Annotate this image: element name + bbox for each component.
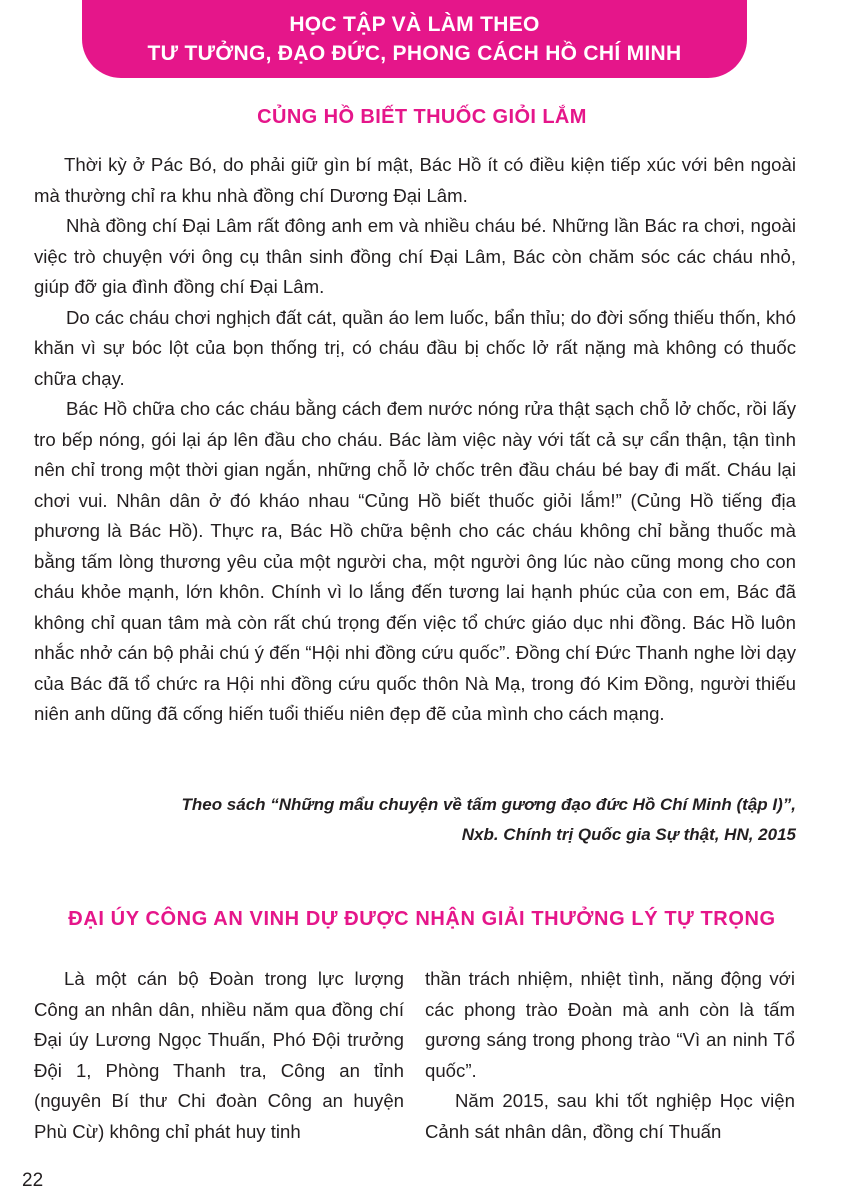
article-1-paragraph: Do các cháu chơi nghịch đất cát, quần áo lem luốc, bẩn thỉu; do đời sống thiếu thốn, khó khăn vì sự bóc lột của bọn thống trị, có cháu đầu bị chốc lở rất nặng mà không có thuốc chữa chạy. <box>34 306 796 389</box>
article-1-source <box>181 790 796 850</box>
section-header-banner <box>82 0 747 78</box>
source-line-1: Theo sách “Những mẩu chuyện về tấm gương đạo đức Hồ Chí Minh (tập I)”, <box>181 795 796 814</box>
article-1-body <box>34 150 796 730</box>
article-2-right-column <box>425 964 795 1147</box>
article-2-left-column <box>34 964 404 1147</box>
article-1-paragraph: Bác Hồ chữa cho các cháu bằng cách đem nước nóng rửa thật sạch chỗ lở chốc, rồi lấy tro bếp nóng, gói lại áp lên đầu cho cháu. Bác làm việc này với tất cả sự cẩn thận, tận tình nên chỉ trong một thời gian ngắn, những chỗ lở chốc trên đầu cháu bé bay đi mất. Cháu lại chơi vui. Nhân dân ở đó kháo nhau “Củng Hồ biết thuốc giỏi lắm!” (Củng Hồ tiếng địa phương là Bác Hồ). Thực ra, Bác Hồ chữa bệnh cho các cháu không chỉ bằng thuốc mà bằng tấm lòng thương yêu của một người cha, một người ông lúc nào cũng mong cho con cháu khỏe mạnh, lớn khôn. Chính vì lo lắng đến tương lai hạnh phúc của con em, Bác đã không chỉ quan tâm mà còn rất chú trọng đến việc tổ chức giáo dục nhi đồng. Bác Hồ luôn nhắc nhở cán bộ phải chú ý đến “Hội nhi đồng cứu quốc”. Đồng chí Đức Thanh nghe lời dạy của Bác đã tổ chức ra Hội nhi đồng cứu quốc thôn Nà Mạ, trong đó Kim Đồng, người thiếu niên anh dũng đã cống hiến tuổi thiếu niên đẹp đẽ của mình cho cách mạng. <box>34 398 796 724</box>
article-2-paragraph: thần trách nhiệm, nhiệt tình, năng động với các phong trào Đoàn mà anh còn là tấm gương sáng trong phong trào “Vì an ninh Tổ quốc”. <box>425 968 795 1081</box>
article-2-paragraph: Năm 2015, sau khi tốt nghiệp Học viện Cảnh sát nhân dân, đồng chí Thuấn <box>425 1090 795 1142</box>
article-1-paragraph: Nhà đồng chí Đại Lâm rất đông anh em và nhiều cháu bé. Những lần Bác ra chơi, ngoài việc trò chuyện với ông cụ thân sinh đồng chí Đại Lâm, Bác còn chăm sóc các cháu nhỏ, giúp đỡ gia đình đồng chí Đại Lâm. <box>34 215 796 297</box>
header-line-1: HỌC TẬP VÀ LÀM THEO <box>289 13 540 36</box>
article-2-title: ĐẠI ÚY CÔNG AN VINH DỰ ĐƯỢC NHẬN GIẢI THƯỞNG LÝ TỰ TRỌNG <box>68 908 776 930</box>
page-number: 22 <box>22 1170 44 1191</box>
article-1-title: CỦNG HỒ BIẾT THUỐC GIỎI LẮM <box>257 106 587 128</box>
article-2-paragraph: Là một cán bộ Đoàn trong lực lượng Công an nhân dân, nhiều năm qua đồng chí Đại úy Lương Ngọc Thuấn, Phó Đội trưởng Đội 1, Phòng Thanh tra, Công an tỉnh (nguyên Bí thư Chi đoàn Công an huyện Phù Cừ) không chỉ phát huy tinh <box>34 968 404 1142</box>
source-line-2: Nxb. Chính trị Quốc gia Sự thật, HN, 2015 <box>461 825 796 844</box>
header-line-2: TƯ TƯỞNG, ĐẠO ĐỨC, PHONG CÁCH HỒ CHÍ MINH <box>147 42 682 65</box>
article-1-paragraph: Thời kỳ ở Pác Bó, do phải giữ gìn bí mật, Bác Hồ ít có điều kiện tiếp xúc với bên ngoài mà thường chỉ ra khu nhà đồng chí Dương Đại Lâm. <box>34 154 796 206</box>
